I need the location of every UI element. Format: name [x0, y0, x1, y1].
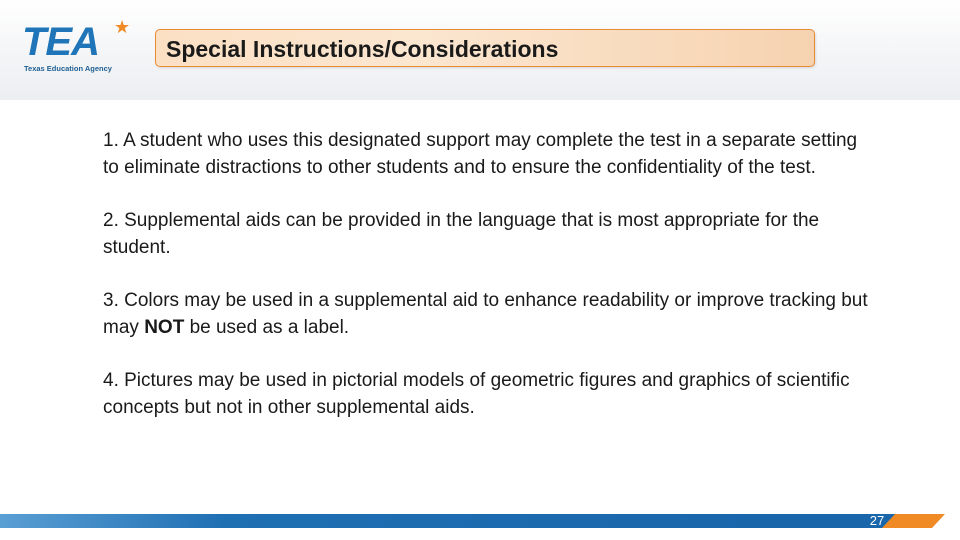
instructions-list [103, 128, 873, 448]
item-emphasis: NOT [144, 316, 185, 338]
item-text: be used as a label. [184, 316, 350, 338]
list-item [103, 208, 873, 261]
list-item [103, 288, 873, 341]
item-text: 1. A student who uses this designated support may complete the test in a separate setting to eliminate distractions to other students and to ensure the confidentiality of the test. [103, 130, 858, 178]
item-text: 4. Pictures may be used in pictorial models of geometric figures and graphics of scientific concepts but not in other supplemental aids. [103, 370, 850, 418]
list-item [103, 128, 873, 181]
title-box [155, 29, 815, 67]
star-icon: ★ [114, 17, 131, 37]
tea-logo [22, 17, 131, 76]
footer-bar [0, 514, 960, 528]
logo-wordmark: TEA [22, 20, 99, 64]
page-title: Special Instructions/Considerations [166, 36, 559, 62]
page-number: 27 [869, 513, 885, 528]
logo-subtitle: Texas Education Agency [24, 64, 112, 73]
list-item [103, 368, 873, 421]
item-text: 2. Supplemental aids can be provided in the language that is most appropriate for the student. [103, 210, 820, 258]
item-text: 3. Colors may be used in a supplemental aid to enhance readability or improve tracking but may [103, 290, 868, 338]
